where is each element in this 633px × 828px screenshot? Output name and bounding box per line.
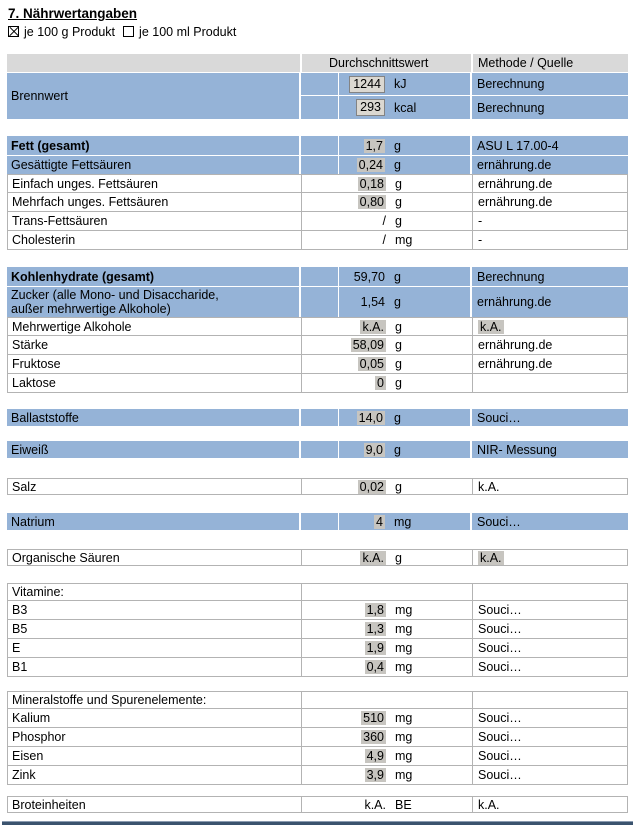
method-field: ernährung.de xyxy=(478,176,553,191)
value-field[interactable]: k.A. xyxy=(362,550,384,565)
unit-label: g xyxy=(389,175,473,192)
block-vitamine xyxy=(7,583,628,677)
value-cell xyxy=(340,584,389,600)
nutrient-name: Cholesterin xyxy=(8,231,302,249)
block-mineralstoffe xyxy=(7,691,628,785)
value-cell xyxy=(340,766,389,784)
column-spacer xyxy=(302,175,340,192)
method-source xyxy=(473,336,627,354)
table-row xyxy=(7,691,628,709)
method-source xyxy=(473,550,627,565)
checkbox-per-100g-label: je 100 g Produkt xyxy=(24,24,116,39)
value-cell xyxy=(340,374,389,392)
unit-label: mg xyxy=(389,658,473,676)
value-cell xyxy=(340,355,389,373)
method-field: NIR- Messung xyxy=(477,442,557,457)
column-spacer xyxy=(302,355,340,373)
column-spacer xyxy=(302,193,340,211)
table-row xyxy=(7,766,628,785)
value-cell xyxy=(340,318,389,335)
unit-label: mg xyxy=(389,620,473,638)
method-source xyxy=(473,193,627,211)
value-cell xyxy=(340,550,389,565)
value-cell xyxy=(339,136,388,155)
method-field: Souci… xyxy=(478,749,522,763)
unit-label: g xyxy=(389,374,473,392)
method-field: ernährung.de xyxy=(478,357,553,371)
value-field[interactable]: 510 xyxy=(363,711,384,725)
value-cell xyxy=(339,96,388,119)
unit-label: mg xyxy=(389,709,473,727)
unit-label: g xyxy=(388,267,472,286)
nutrient-name-line1: Zucker (alle Mono- und Disaccharide, xyxy=(11,287,219,302)
header-average-value: Durchschnittswert xyxy=(302,54,473,72)
method-source xyxy=(473,374,627,392)
table-row xyxy=(7,155,628,174)
column-spacer xyxy=(302,766,340,784)
table-row xyxy=(7,409,628,426)
method-field: Souci… xyxy=(478,603,522,617)
checkbox-per-100g[interactable] xyxy=(8,26,19,37)
unit-label: kJ xyxy=(388,73,472,96)
value-field[interactable]: 0,4 xyxy=(366,660,384,674)
nutrient-name-line2: außer mehrwertige Alkohole) xyxy=(11,302,171,316)
column-spacer xyxy=(302,318,340,335)
unit-label: g xyxy=(389,193,473,211)
nutrient-name: Organische Säuren xyxy=(8,550,302,565)
nutrient-name: Laktose xyxy=(8,374,302,392)
nutrient-name: Mehrfach unges. Fettsäuren xyxy=(8,193,302,211)
method-field: - xyxy=(478,233,483,247)
value-cell xyxy=(339,267,388,286)
nutrient-name: B3 xyxy=(8,601,302,619)
value-field[interactable]: 360 xyxy=(363,730,384,744)
table-row xyxy=(7,136,628,155)
column-spacer xyxy=(301,136,339,155)
method-source xyxy=(472,441,628,458)
unit-label: kcal xyxy=(388,96,472,119)
nutrient-name: Salz xyxy=(8,479,302,494)
checkbox-per-100ml[interactable] xyxy=(123,26,134,37)
method-source xyxy=(473,709,627,727)
method-field: ASU L 17.00-4 xyxy=(477,138,559,153)
value-field: k.A. xyxy=(364,797,386,812)
value-field[interactable]: 1,3 xyxy=(366,622,384,636)
column-spacer xyxy=(302,639,340,657)
table-row xyxy=(7,549,628,566)
nutrient-name: Mineralstoffe und Spurenelemente: xyxy=(8,692,302,708)
column-spacer xyxy=(302,212,340,230)
unit-label: g xyxy=(388,287,472,317)
method-field: Souci… xyxy=(478,641,522,655)
value-field[interactable]: 3,9 xyxy=(366,768,384,782)
column-spacer xyxy=(301,96,339,119)
value-cell xyxy=(339,287,388,317)
method-source xyxy=(473,318,627,335)
unit-label: mg xyxy=(389,766,473,784)
page-title: 7. Nährwertangaben xyxy=(8,6,138,21)
value-field[interactable]: 4 xyxy=(376,514,383,529)
column-spacer xyxy=(302,747,340,765)
table-row xyxy=(7,583,628,601)
nutrient-name: Eiweiß xyxy=(7,441,301,458)
table-row xyxy=(7,639,628,658)
table-row xyxy=(7,286,628,317)
method-field: Souci… xyxy=(478,622,522,636)
nutrient-name: Eisen xyxy=(8,747,302,765)
unit-label: g xyxy=(389,212,473,230)
method-source xyxy=(473,175,627,192)
unit-label: g xyxy=(388,441,472,458)
method-field: Souci… xyxy=(477,514,521,529)
method-field: ernährung.de xyxy=(478,338,553,352)
column-spacer xyxy=(301,513,339,530)
value-field: 59,70 xyxy=(353,269,385,284)
value-field: / xyxy=(382,214,386,228)
method-source xyxy=(473,747,627,765)
method-source xyxy=(473,620,627,638)
nutrition-table xyxy=(7,54,628,813)
method-field: - xyxy=(478,214,483,228)
value-cell xyxy=(339,409,388,426)
header-method-source: Methode / Quelle xyxy=(478,56,574,70)
table-row xyxy=(7,601,628,620)
value-cell xyxy=(339,441,388,458)
method-source xyxy=(472,409,628,426)
value-field[interactable]: 1244 xyxy=(349,76,385,93)
value-field[interactable]: 1,7 xyxy=(365,138,383,153)
value-field[interactable]: 293 xyxy=(356,99,385,116)
column-spacer xyxy=(301,409,339,426)
table-row xyxy=(7,193,628,212)
method-field[interactable]: k.A. xyxy=(480,319,502,334)
block-kohlenhydrate xyxy=(7,267,628,393)
nutrient-name: Kalium xyxy=(8,709,302,727)
nutrient-name: Einfach unges. Fettsäuren xyxy=(8,175,302,192)
nutrient-name: Ballaststoffe xyxy=(7,409,301,426)
value-field[interactable]: 1,8 xyxy=(366,603,384,617)
method-source xyxy=(472,156,628,174)
column-spacer xyxy=(301,73,339,96)
unit-label: mg xyxy=(389,639,473,657)
value-cell xyxy=(340,193,389,211)
method-source xyxy=(472,287,628,317)
block-fett xyxy=(7,136,628,250)
checkbox-per-100ml-label: je 100 ml Produkt xyxy=(139,24,237,39)
table-row xyxy=(7,336,628,355)
method-source xyxy=(473,728,627,746)
value-field[interactable]: 9,0 xyxy=(365,442,383,457)
unit-label: g xyxy=(389,336,473,354)
method-field: Souci… xyxy=(478,730,522,744)
table-row xyxy=(7,231,628,250)
table-header-row xyxy=(7,54,628,72)
value-field[interactable]: 0,24 xyxy=(358,158,383,172)
block-organische-saeuren xyxy=(7,549,628,566)
value-cell xyxy=(340,797,389,812)
table-row xyxy=(7,355,628,374)
unit-label: mg xyxy=(389,728,473,746)
column-spacer xyxy=(302,620,340,638)
column-spacer xyxy=(301,267,339,286)
block-ballaststoffe xyxy=(7,409,628,426)
nutrient-name: Trans-Fettsäuren xyxy=(8,212,302,230)
header-empty-cell xyxy=(7,54,302,72)
nutrient-name: Kohlenhydrate (gesamt) xyxy=(7,267,301,286)
method-source xyxy=(472,136,628,155)
method-field: Berechnung xyxy=(477,269,545,284)
method-source xyxy=(473,639,627,657)
unit-filter-group xyxy=(8,23,633,40)
unit-label: g xyxy=(388,156,472,174)
value-field[interactable]: 1,9 xyxy=(366,641,384,655)
method-field: k.A. xyxy=(478,797,500,812)
method-source xyxy=(473,601,627,619)
value-cell xyxy=(340,728,389,746)
table-row xyxy=(7,478,628,495)
value-field: 1,54 xyxy=(360,295,385,309)
table-row xyxy=(7,709,628,728)
nutrient-name: Fruktose xyxy=(8,355,302,373)
block-salz xyxy=(7,478,628,495)
value-cell xyxy=(339,156,388,174)
table-row xyxy=(7,174,628,193)
table-row xyxy=(7,658,628,677)
column-spacer xyxy=(301,441,339,458)
value-cell xyxy=(340,620,389,638)
value-field[interactable]: 0,18 xyxy=(359,176,384,191)
value-cell xyxy=(340,709,389,727)
unit-label: g xyxy=(389,550,473,565)
column-spacer xyxy=(302,550,340,565)
unit-label xyxy=(389,584,473,600)
energy-rows xyxy=(7,73,628,119)
method-source xyxy=(473,658,627,676)
unit-label xyxy=(389,692,473,708)
value-cell xyxy=(339,513,388,530)
value-field[interactable]: 0,05 xyxy=(359,357,384,371)
method-field: ernährung.de xyxy=(477,158,552,172)
table-row xyxy=(7,728,628,747)
nutrient-name: B1 xyxy=(8,658,302,676)
nutrient-name: Broteinheiten xyxy=(8,797,302,812)
table-row xyxy=(7,212,628,231)
value-cell xyxy=(340,175,389,192)
value-field[interactable]: 14,0 xyxy=(358,410,383,425)
nutrient-name: Stärke xyxy=(8,336,302,354)
value-cell xyxy=(340,747,389,765)
unit-label: BE xyxy=(389,797,473,812)
block-natrium xyxy=(7,513,628,530)
unit-label: mg xyxy=(389,231,473,249)
nutrient-name: E xyxy=(8,639,302,657)
method-source xyxy=(473,479,627,494)
method-source: Berechnung xyxy=(472,73,628,96)
method-field: ernährung.de xyxy=(477,295,552,309)
column-spacer xyxy=(302,479,340,494)
unit-label: g xyxy=(389,355,473,373)
table-row xyxy=(7,374,628,393)
nutrient-name: Brennwert xyxy=(7,73,301,119)
unit-label: mg xyxy=(388,513,472,530)
column-spacer xyxy=(302,692,340,708)
method-source: Berechnung xyxy=(477,100,545,115)
method-source xyxy=(473,212,627,230)
method-field: Souci… xyxy=(478,711,522,725)
nutrient-name: Zink xyxy=(8,766,302,784)
column-spacer xyxy=(301,287,339,317)
nutrient-name: Natrium xyxy=(7,513,301,530)
method-field: Souci… xyxy=(478,768,522,782)
table-row xyxy=(7,796,628,813)
unit-label: g xyxy=(388,136,472,155)
value-cell xyxy=(340,658,389,676)
block-brennwert xyxy=(7,73,628,119)
value-cell xyxy=(340,479,389,494)
method-field[interactable]: k.A. xyxy=(480,550,502,565)
unit-label: mg xyxy=(389,747,473,765)
method-source xyxy=(472,513,628,530)
method-source xyxy=(473,766,627,784)
unit-label: g xyxy=(388,409,472,426)
method-field: k.A. xyxy=(478,479,500,494)
value-field[interactable]: 4,9 xyxy=(366,749,384,763)
unit-label: mg xyxy=(389,601,473,619)
block-broteinheiten xyxy=(7,796,628,813)
table-row xyxy=(7,747,628,766)
nutrient-name: Fett (gesamt) xyxy=(7,136,301,155)
column-spacer xyxy=(302,374,340,392)
column-spacer xyxy=(302,231,340,249)
nutrient-name: B5 xyxy=(8,620,302,638)
unit-label: g xyxy=(389,479,473,494)
table-row xyxy=(7,513,628,530)
nutrient-name: Vitamine: xyxy=(8,584,302,600)
table-row xyxy=(7,267,628,286)
method-source xyxy=(473,797,627,812)
method-field: Souci… xyxy=(477,410,521,425)
column-spacer xyxy=(302,584,340,600)
nutrient-name: Mehrwertige Alkohole xyxy=(8,318,302,335)
value-cell xyxy=(340,639,389,657)
column-spacer xyxy=(302,658,340,676)
method-source xyxy=(473,584,627,600)
column-spacer xyxy=(302,601,340,619)
table-row xyxy=(7,441,628,458)
column-spacer xyxy=(301,156,339,174)
method-source xyxy=(473,692,627,708)
value-field: / xyxy=(382,233,386,247)
value-field[interactable]: 0,02 xyxy=(359,479,384,494)
table-row xyxy=(7,317,628,336)
value-cell xyxy=(340,212,389,230)
method-source xyxy=(473,231,627,249)
value-cell xyxy=(339,73,388,96)
value-field[interactable]: 0 xyxy=(377,376,384,390)
method-source xyxy=(472,267,628,286)
nutrient-name xyxy=(7,287,301,317)
nutrient-name: Phosphor xyxy=(8,728,302,746)
column-spacer xyxy=(302,728,340,746)
column-spacer xyxy=(302,709,340,727)
column-spacer xyxy=(302,336,340,354)
unit-label: g xyxy=(389,318,473,335)
table-row xyxy=(7,620,628,639)
nutrient-name: Gesättigte Fettsäuren xyxy=(7,156,301,174)
value-field[interactable]: k.A. xyxy=(362,319,384,334)
method-source xyxy=(473,355,627,373)
value-field[interactable]: 0,80 xyxy=(359,195,384,209)
block-eiweiss xyxy=(7,441,628,458)
value-cell xyxy=(340,231,389,249)
value-cell xyxy=(340,692,389,708)
method-field: Souci… xyxy=(478,660,522,674)
method-field: ernährung.de xyxy=(478,195,553,209)
value-cell xyxy=(340,601,389,619)
value-cell xyxy=(340,336,389,354)
value-field[interactable]: 58,09 xyxy=(352,338,384,352)
column-spacer xyxy=(302,797,340,812)
